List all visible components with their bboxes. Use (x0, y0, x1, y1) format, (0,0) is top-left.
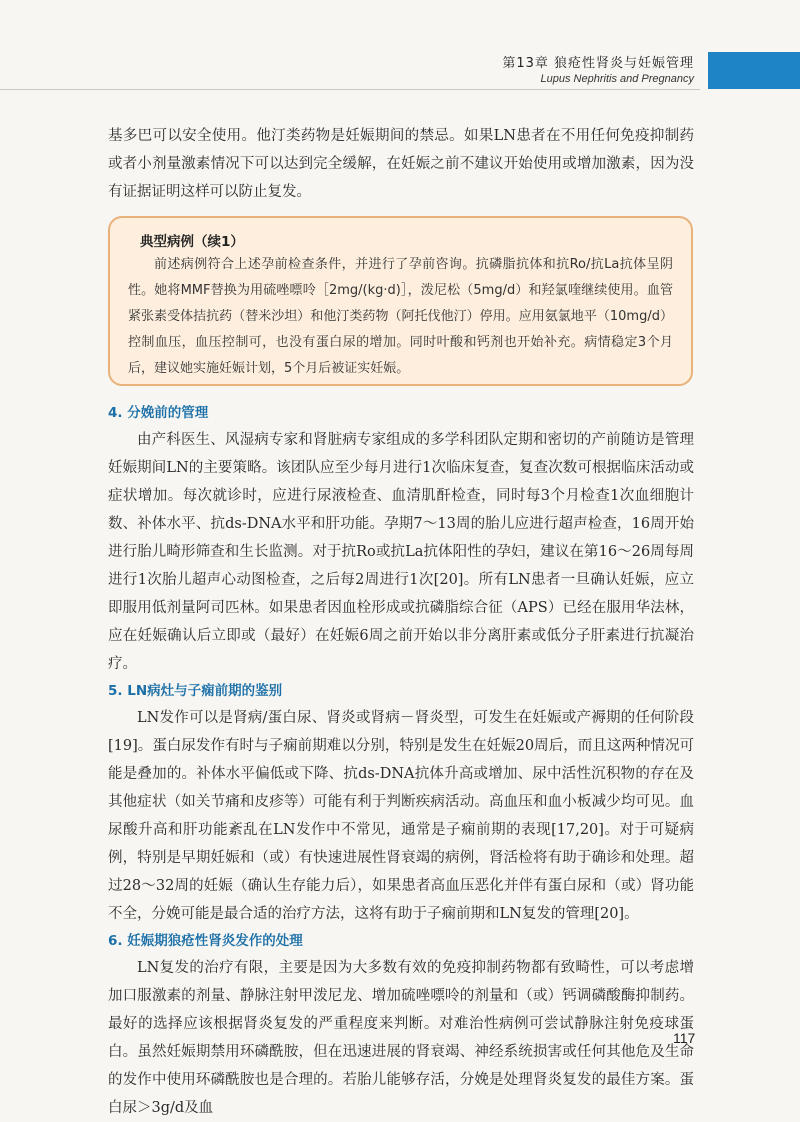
header-color-bar (708, 52, 800, 89)
header-text (502, 52, 694, 85)
section-paragraph-4: 由产科医生、风湿病专家和肾脏病专家组成的多学科团队定期和密切的产前随访是管理妊娠期间LN的主要策略。该团队应至少每月进行1次临床复查，复查次数可根据临床活动或症状增加。每次就诊时，应进行尿液检查、血清肌酐检查，同时每3个月检查1次血细胞计数、补体水平、抗ds-DNA水平和肝功能。孕期7～13周的胎儿应进行超声检查，16周开始进行胎儿畸形筛查和生长监测。对于抗Ro或抗La抗体阳性的孕妇，建议在第16～26周每周进行1次胎儿超声心动图检查，之后每2周进行1次[20]。所有LN患者一旦确认妊娠，应立即服用低剂量阿司匹林。如果患者因血栓形成或抗磷脂综合征（APS）已经在服用华法林，应在妊娠确认后立即或（最好）在妊娠6周之前开始以非分离肝素或低分子肝素进行抗凝治疗。 (108, 432, 694, 672)
header-divider (0, 89, 700, 90)
section-paragraph-5: LN发作可以是肾病/蛋白尿、肾炎或肾病－肾炎型，可发生在妊娠或产褥期的任何阶段[19]。蛋白尿发作有时与子痫前期难以分别，特别是发生在妊娠20周后，而且这两种情况可能是叠加的。补体水平偏低或下降、抗ds-DNA抗体升高或增加、尿中活性沉积物的存在及其他症状（如关节痛和皮疹等）可能有利于判断疾病活动。高血压和血小板减少均可见。血尿酸升高和肝功能紊乱在LN发作中不常见，通常是子痫前期的表现[17,20]。对于可疑病例，特别是早期妊娠和（或）有快速进展性肾衰竭的病例，肾活检将有助于确诊和处理。超过28～32周的妊娠（确认生存能力后），如果患者高血压恶化并伴有蛋白尿和（或）肾功能不全，分娩可能是最合适的治疗方法，这将有助于子痫前期和LN复发的管理[20]。 (108, 710, 694, 922)
section-heading-5: 5. LN病灶与子痫前期的鉴别 (108, 683, 283, 699)
section-paragraph-6: LN复发的治疗有限，主要是因为大多数有效的免疫抑制药物都有致畸性，可以考虑增加口服激素的剂量、静脉注射甲泼尼龙、增加硫唑嘌呤的剂量和（或）钙调磷酸酶抑制药。最好的选择应该根据肾炎复发的严重程度来判断。对难治性病例可尝试静脉注射免疫球蛋白。虽然妊娠期禁用环磷酰胺，但在迅速进展的肾衰竭、神经系统损害或任何其他危及生命的发作中使用环磷酰胺也是合理的。若胎儿能够存活，分娩是处理肾炎复发的最佳方案。蛋白尿＞3g/d及血 (108, 960, 694, 1116)
intro-block (108, 122, 694, 206)
case-title: 典型病例（续1） (140, 234, 244, 250)
page-header (0, 52, 800, 92)
chapter-title: 第13章 狼疮性肾炎与妊娠管理 (502, 56, 694, 71)
section-heading-4: 4. 分娩前的管理 (108, 405, 209, 421)
main-content (108, 400, 694, 1122)
intro-paragraph: 基多巴可以安全使用。他汀类药物是妊娠期间的禁忌。如果LN患者在不用任何免疫抑制药或者小剂量激素情况下可以达到完全缓解，在妊娠之前不建议开始使用或增加激素，因为没有证据证明这样可以防止复发。 (108, 128, 694, 200)
case-text: 前述病例符合上述孕前检查条件，并进行了孕前咨询。抗磷脂抗体和抗Ro/抗La抗体呈阴性。她将MMF替换为用硫唑嘌呤［2mg/(kg·d)］，泼尼松（5mg/d）和羟氯喹继续使用。血管紧张素受体拮抗药（替米沙坦）和他汀类药物（阿托伐他汀）停用。应用氨氯地平（10mg/d）控制血压，血压控制可，也没有蛋白尿的增加。同时叶酸和钙剂也开始补充。病情稳定3个月后，建议她实施妊娠计划，5个月后被证实妊娠。 (128, 257, 673, 376)
page-number: 117 (673, 1030, 696, 1046)
section-heading-6: 6. 妊娠期狼疮性肾炎发作的处理 (108, 933, 303, 949)
case-box (108, 216, 693, 386)
chapter-title-en: Lupus Nephritis and Pregnancy (540, 73, 694, 85)
